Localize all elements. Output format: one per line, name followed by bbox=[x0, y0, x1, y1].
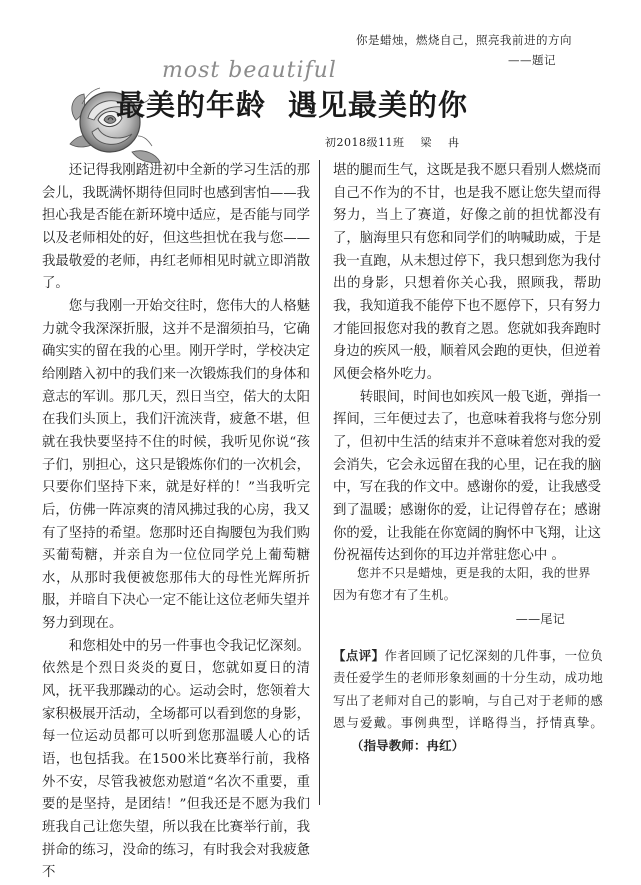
afterword-text: 您并不只是蜡烛，更是我的太阳，我的世界因为有您才有了生机。 bbox=[333, 566, 591, 602]
paragraph: 堪的腿而生气，这既是我不愿只看别人燃烧而自己不作为的不甘，也是我不愿让您失望而得努力，当上了赛道，好像之前的担忧都没有了，脑海里只有您和同学们的呐喊助威，于是我一直跑，从未想过停下，我只想到您为我付出的身影，只想着你关心我，照顾我，帮助我，我知道我不能停下也不愿停下，只有努力才能回报您对我的教育之恩。您就如我奔跑时身边的疾风一般，顺着风会跑的更快，但逆着风便会格外吃力。 bbox=[333, 163, 601, 382]
column-divider bbox=[319, 160, 320, 805]
paragraph: 您与我刚一开始交往时，您伟大的人格魅力就令我深深折服，这并不是溜须拍马，它确确实实的留在我的心里。刚开学时，学校决定给刚踏入初中的我们来一次锻炼我们的身体和意志的军训。那几天，烈日当空，偌大的太阳在我们头顶上，我们汗流浃背，疲惫不堪，但就在我快要坚持不住的时候，我听见你说“孩子们，别担心，这只是锻炼你们的一次机会，只要你们坚持下来，就是好样的！”当我听完后，仿佛一阵凉爽的清风拂过我的心房，我又有了坚持的希望。您那时还自掏腰包为我们购买葡萄糖，并亲自为一位位同学兑上葡萄糖水，从那时我便被您那伟大的母性光辉所折服，并暗自下决心一定不能让这位老师失望并努力到现在。 bbox=[42, 298, 310, 632]
teacher-comment bbox=[333, 645, 603, 757]
article-title-part1: 最美的年龄 bbox=[116, 88, 267, 122]
comment-text: 作者回顾了记忆深刻的几件事，一位负责任爱学生的老师形象刻画的十分生动，成功地写出了老师对自己的影响，与自己对于老师的感恩与爱戴。事例典型，详略得当，抒情真挚。 bbox=[333, 648, 603, 731]
article-title bbox=[116, 83, 468, 124]
epigraph bbox=[356, 30, 616, 70]
epigraph-signature: ——题记 bbox=[508, 53, 556, 67]
article-left-column bbox=[42, 160, 310, 885]
afterword-signature: ——尾记 bbox=[515, 612, 565, 626]
paragraph: 转眼间，时间也如疾风一般飞逝，弹指一挥间，三年便过去了，也意味着我将与您分别了，但初中生活的结束并不意味着您对我的爱会消失，它会永远留在我的心里，记在我的脑中，写在我的作文中。感谢你的爱，让我感受到了温暖；感谢你的爱，让记得曾存在；感谢你的爱，让我能在你宽阔的胸怀中飞翔，让这份祝福传达到你的耳边并常驻您心中 。 bbox=[333, 389, 601, 564]
byline: 初2018级11班 梁 冉 bbox=[325, 136, 460, 149]
comment-label: 【点评】 bbox=[333, 648, 385, 663]
article-title-part2: 遇见最美的你 bbox=[288, 88, 469, 122]
article-right-column bbox=[333, 160, 601, 568]
paragraph: 和您相处中的另一件事也令我记忆深刻。依然是个烈日炎炎的夏日，您就如夏日的清风，抚平我那躁动的心。运动会时，您领着大家积极展开活动，全场都可以看到您的身影，每一位运动员都可以听到您那温暖人心的话语，也包括我。在1500米比赛举行前，我格外不安，尽管我被您劝慰道“名次不重要，重要的是坚持，是团结！”但我还是不愿为我们班我自己让您失望，所以我在比赛举行前，我拼命的练习，没命的练习，有时我会对我疲惫不 bbox=[42, 638, 310, 881]
comment-teacher: （指导教师：冉红） bbox=[351, 737, 465, 753]
paragraph: 还记得我刚踏进初中全新的学习生活的那会儿，我既满怀期待但同时也感到害怕——我担心我是否能在新环境中适应，是否能与同学以及老师相处的好，但这些担忧在我与您——我最敬爱的老师，冉红老师相见时就立即消散了。 bbox=[42, 163, 310, 292]
header-script-text: most beautiful bbox=[162, 58, 337, 83]
afterword bbox=[333, 562, 601, 630]
epigraph-text: 你是蜡烛，燃烧自己，照亮我前进的方向 bbox=[356, 33, 572, 47]
